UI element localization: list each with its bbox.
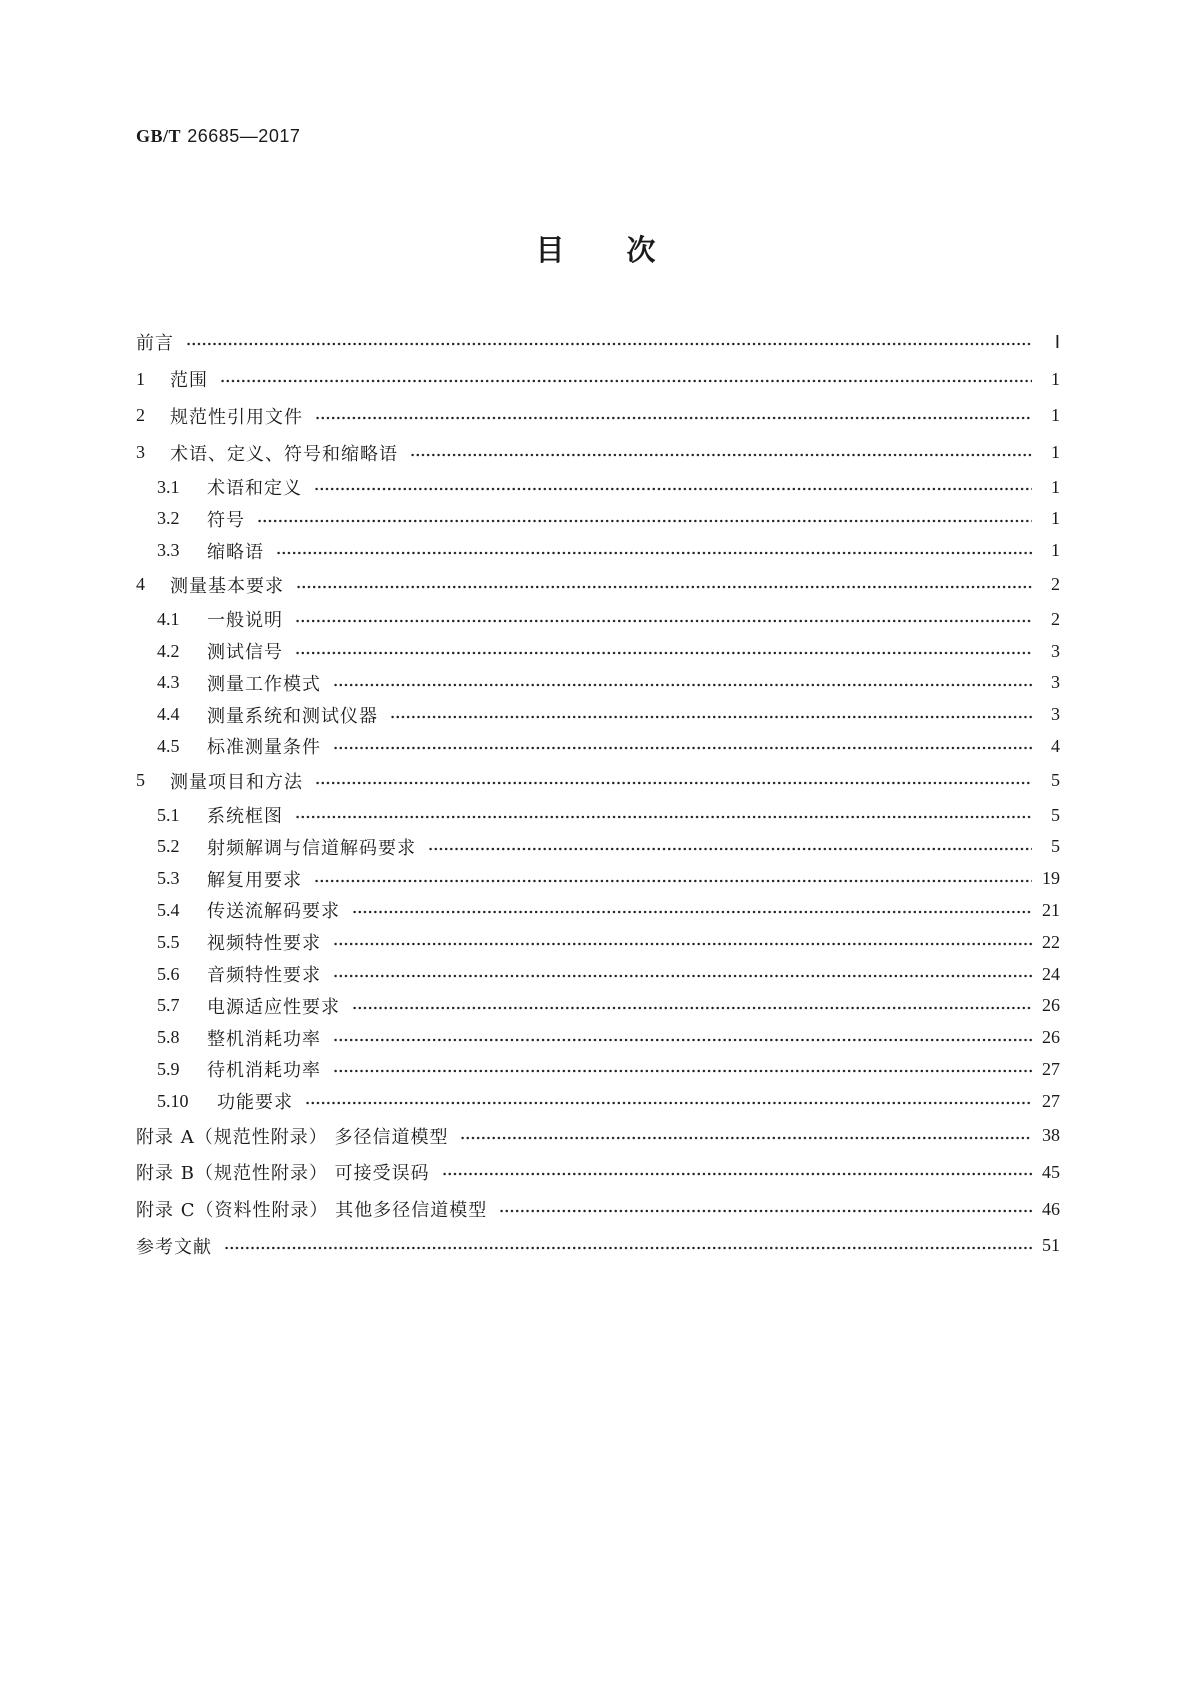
- doc-number: 26685—2017: [187, 126, 301, 146]
- dot-leader: [315, 781, 1032, 785]
- toc-page-number: 21: [1042, 899, 1060, 920]
- toc-section-number: 3.3: [157, 540, 180, 561]
- toc-entry[interactable]: [136, 926, 1060, 958]
- toc-page-number: 1: [1051, 368, 1060, 389]
- toc-entry-title: 参考文献: [136, 1236, 212, 1258]
- toc-entry-title: 术语、定义、符号和缩略语: [170, 443, 398, 465]
- dot-leader: [499, 1209, 1032, 1213]
- dot-leader: [442, 1172, 1032, 1176]
- toc-page-number: 5: [1051, 770, 1060, 791]
- toc-page-number: 38: [1042, 1125, 1060, 1146]
- toc-entry[interactable]: [136, 324, 1060, 361]
- dot-leader: [295, 619, 1032, 623]
- toc-entry[interactable]: [136, 1022, 1060, 1054]
- toc-entry-title: 传送流解码要求: [207, 901, 340, 923]
- toc-page-number: 4: [1051, 735, 1060, 756]
- toc-entry-title: 测量工作模式: [207, 673, 321, 695]
- toc-section-number: 4: [136, 574, 145, 595]
- dot-leader: [314, 487, 1032, 491]
- toc-page-number: 27: [1042, 1058, 1060, 1079]
- toc-page-number: 46: [1042, 1198, 1060, 1219]
- toc-section-number: 3: [136, 442, 145, 463]
- dot-leader: [276, 551, 1032, 555]
- toc-entry[interactable]: [136, 361, 1060, 398]
- dot-leader: [220, 379, 1032, 383]
- toc-entry-title: 解复用要求: [207, 869, 302, 891]
- dot-leader: [333, 683, 1032, 687]
- title-char: 目: [535, 233, 565, 267]
- dot-leader: [333, 746, 1032, 750]
- toc-entry-title: 规范性引用文件: [170, 406, 303, 428]
- title-char: 次: [626, 233, 656, 267]
- toc-section-number: 3.2: [157, 508, 180, 529]
- toc-page-number: 1: [1051, 540, 1060, 561]
- toc-page-number: 26: [1042, 1027, 1060, 1048]
- toc-page-number: 2: [1051, 608, 1060, 629]
- toc-entry-title: 视频特性要求: [207, 933, 321, 955]
- toc-entry[interactable]: [136, 1085, 1060, 1117]
- toc-entry[interactable]: [136, 535, 1060, 567]
- toc-page-number: 1: [1051, 476, 1060, 497]
- toc-entry-title: 附录 C（资料性附录） 其他多径信道模型: [136, 1200, 488, 1222]
- toc-entry[interactable]: [136, 398, 1060, 435]
- dot-leader: [333, 1069, 1032, 1073]
- toc-section-number: 2: [136, 405, 145, 426]
- toc-page-number: 27: [1042, 1090, 1060, 1111]
- toc-entry[interactable]: [136, 762, 1060, 799]
- toc-entry[interactable]: [136, 503, 1060, 535]
- toc-page-number: 45: [1042, 1161, 1060, 1182]
- toc-entry-title: 测量项目和方法: [170, 771, 303, 793]
- toc-page-number: 51: [1042, 1235, 1060, 1256]
- dot-leader: [315, 416, 1032, 420]
- toc-section-number: 5.2: [157, 836, 180, 857]
- dot-leader: [333, 942, 1032, 946]
- toc-page-number: Ⅰ: [1054, 331, 1060, 352]
- toc-section-number: 4.5: [157, 735, 180, 756]
- toc-entry[interactable]: [136, 434, 1060, 471]
- toc-page-number: 2: [1051, 574, 1060, 595]
- toc-page-number: 19: [1042, 868, 1060, 889]
- toc-entry-title: 电源适应性要求: [207, 996, 340, 1018]
- toc-entry-title: 附录 B（规范性附录） 可接受误码: [136, 1163, 430, 1185]
- toc-section-number: 5.3: [157, 868, 180, 889]
- toc-page-number: 22: [1042, 931, 1060, 952]
- toc-entry[interactable]: [136, 1154, 1060, 1191]
- toc-entry-title: 整机消耗功率: [207, 1028, 321, 1050]
- page-title: [0, 228, 1191, 269]
- dot-leader: [314, 879, 1032, 883]
- toc-entry-title: 待机消耗功率: [207, 1060, 321, 1082]
- toc-entry-title: 测量基本要求: [170, 575, 284, 597]
- toc-entry[interactable]: [136, 895, 1060, 927]
- toc-page-number: 1: [1051, 508, 1060, 529]
- toc-entry-title: 射频解调与信道解码要求: [207, 837, 416, 859]
- toc-entry-title: 前言: [136, 333, 174, 355]
- toc-section-number: 4.3: [157, 672, 180, 693]
- toc-section-number: 5.1: [157, 804, 180, 825]
- toc-section-number: 1: [136, 368, 145, 389]
- toc-section-number: 5.6: [157, 963, 180, 984]
- toc-entry[interactable]: [136, 471, 1060, 503]
- toc-entry[interactable]: [136, 863, 1060, 895]
- toc-entry[interactable]: [136, 799, 1060, 831]
- toc-entry[interactable]: [136, 667, 1060, 699]
- doc-prefix: GB/T: [136, 126, 182, 146]
- toc-section-number: 5.7: [157, 995, 180, 1016]
- toc-entry-title: 一般说明: [207, 610, 283, 632]
- toc-entry-title: 术语和定义: [207, 478, 302, 500]
- dot-leader: [333, 1038, 1032, 1042]
- dot-leader: [295, 651, 1032, 655]
- document-number: [136, 126, 300, 147]
- toc-section-number: 5.5: [157, 931, 180, 952]
- dot-leader: [186, 342, 1032, 346]
- dot-leader: [257, 519, 1032, 523]
- toc-entry-title: 测试信号: [207, 642, 283, 664]
- toc-entry-title: 范围: [170, 370, 208, 392]
- toc-entry[interactable]: [136, 990, 1060, 1022]
- toc-section-number: 5: [136, 770, 145, 791]
- toc-section-number: 4.4: [157, 704, 180, 725]
- dot-leader: [305, 1101, 1032, 1105]
- dot-leader: [428, 847, 1032, 851]
- toc-entry-title: 符号: [207, 509, 245, 531]
- table-of-contents: [136, 324, 1060, 1264]
- toc-entry-title: 标准测量条件: [207, 737, 321, 759]
- toc-page-number: 3: [1051, 672, 1060, 693]
- toc-entry[interactable]: [136, 1054, 1060, 1086]
- toc-entry[interactable]: [136, 1117, 1060, 1154]
- toc-entry-title: 测量系统和测试仪器: [207, 705, 378, 727]
- toc-page-number: 26: [1042, 995, 1060, 1016]
- toc-section-number: 4.2: [157, 640, 180, 661]
- dot-leader: [224, 1246, 1032, 1250]
- toc-page-number: 3: [1051, 704, 1060, 725]
- toc-entry-title: 功能要求: [217, 1092, 293, 1114]
- toc-page-number: 1: [1051, 405, 1060, 426]
- toc-section-number: 5.4: [157, 899, 180, 920]
- toc-entry-title: 系统框图: [207, 806, 283, 828]
- toc-entry[interactable]: [136, 699, 1060, 731]
- toc-entry[interactable]: [136, 831, 1060, 863]
- toc-section-number: 5.10: [157, 1090, 189, 1111]
- dot-leader: [352, 1006, 1032, 1010]
- toc-page-number: 24: [1042, 963, 1060, 984]
- toc-entry[interactable]: [136, 603, 1060, 635]
- toc-page-number: 3: [1051, 640, 1060, 661]
- toc-entry[interactable]: [136, 1191, 1060, 1228]
- dot-leader: [352, 910, 1032, 914]
- toc-entry[interactable]: [136, 958, 1060, 990]
- dot-leader: [295, 815, 1032, 819]
- toc-section-number: 4.1: [157, 608, 180, 629]
- toc-section-number: 3.1: [157, 476, 180, 497]
- toc-entry-title: 音频特性要求: [207, 965, 321, 987]
- dot-leader: [333, 974, 1032, 978]
- toc-entry[interactable]: [136, 731, 1060, 763]
- toc-entry[interactable]: [136, 567, 1060, 604]
- toc-section-number: 5.8: [157, 1027, 180, 1048]
- toc-entry-title: 附录 A（规范性附录） 多径信道模型: [136, 1126, 449, 1148]
- toc-entry[interactable]: [136, 1228, 1060, 1265]
- toc-section-number: 5.9: [157, 1058, 180, 1079]
- dot-leader: [390, 715, 1032, 719]
- toc-entry[interactable]: [136, 635, 1060, 667]
- toc-page-number: 5: [1051, 804, 1060, 825]
- toc-page-number: 1: [1051, 442, 1060, 463]
- dot-leader: [460, 1136, 1032, 1140]
- dot-leader: [410, 453, 1032, 457]
- toc-page-number: 5: [1051, 836, 1060, 857]
- dot-leader: [296, 585, 1032, 589]
- toc-entry-title: 缩略语: [207, 541, 264, 563]
